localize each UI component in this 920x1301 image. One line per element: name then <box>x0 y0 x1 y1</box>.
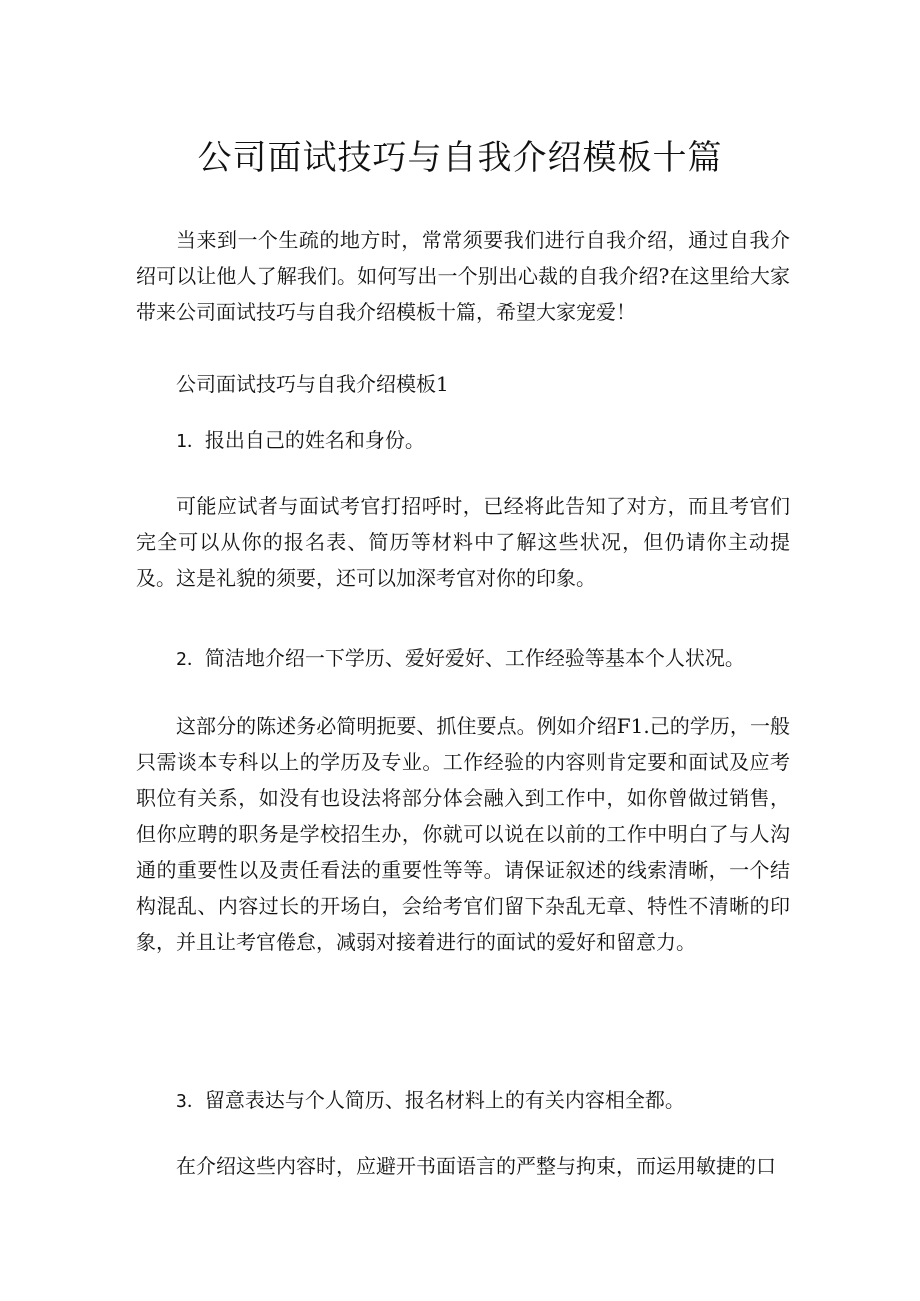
list-item-number: 2 <box>176 649 187 670</box>
list-item-marker: ． <box>186 431 205 452</box>
list-item-marker: ． <box>186 649 205 670</box>
list-item-heading <box>176 422 790 460</box>
item-body-paragraph: 这部分的陈述务必简明扼要、抓住要点。例如介绍F1.己的学历，一般只需谈本专科以上的学历及专业。工作经验的内容则肯定要和面试及应考职位有关系，如没有也设法将部分体会融入到工作中，如你曾做过销售，但你应聘的职务是学校招生办，你就可以说在以前的工作中明白了与人沟通的重要性以及责任看法的重要性等等。请保证叙述的线索清晰，一个结构混乱、内容过长的开场白，会给考官们留下杂乱无章、特性不清晰的印象，并且让考官倦怠，减弱对接着进行的面试的爱好和留意力。 <box>136 714 790 954</box>
section-heading: 公司面试技巧与自我介绍模板1 <box>176 372 449 396</box>
list-item-heading <box>176 1082 790 1120</box>
list-item-text: 留意表达与个人简历、报名材料上的有关内容相全都。 <box>204 1088 685 1112</box>
list-item-text: 报出自己的姓名和身份。 <box>204 428 425 452</box>
item-body-paragraph: 可能应试者与面试考官打招呼时，已经将此告知了对方，而且考官们完全可以从你的报名表、简历等材料中了解这些状况，但仍请你主动提及。这是礼貌的须要，还可以加深考官对你的印象。 <box>136 494 790 590</box>
intro-paragraph: 当来到一个生疏的地方时，常常须要我们进行自我介绍，通过自我介绍可以让他人了解我们。如何写出一个别出心裁的自我介绍?在这里给大家带来公司面试技巧与自我介绍模板十篇，希望大家宠爱！ <box>136 228 790 324</box>
list-item-text: 简洁地介绍一下学历、爱好爱好、工作经验等基本个人状况。 <box>204 646 745 670</box>
document-title: 公司面试技巧与自我介绍模板十篇 <box>197 138 723 178</box>
item-body-paragraph: 在介绍这些内容时，应避开书面语言的严整与拘束，而运用敏捷的口 <box>176 1154 776 1178</box>
list-item-number: 3 <box>176 1091 187 1112</box>
list-item-heading <box>176 640 790 678</box>
list-item-marker: ． <box>186 1091 205 1112</box>
list-item-number: 1 <box>176 431 187 452</box>
